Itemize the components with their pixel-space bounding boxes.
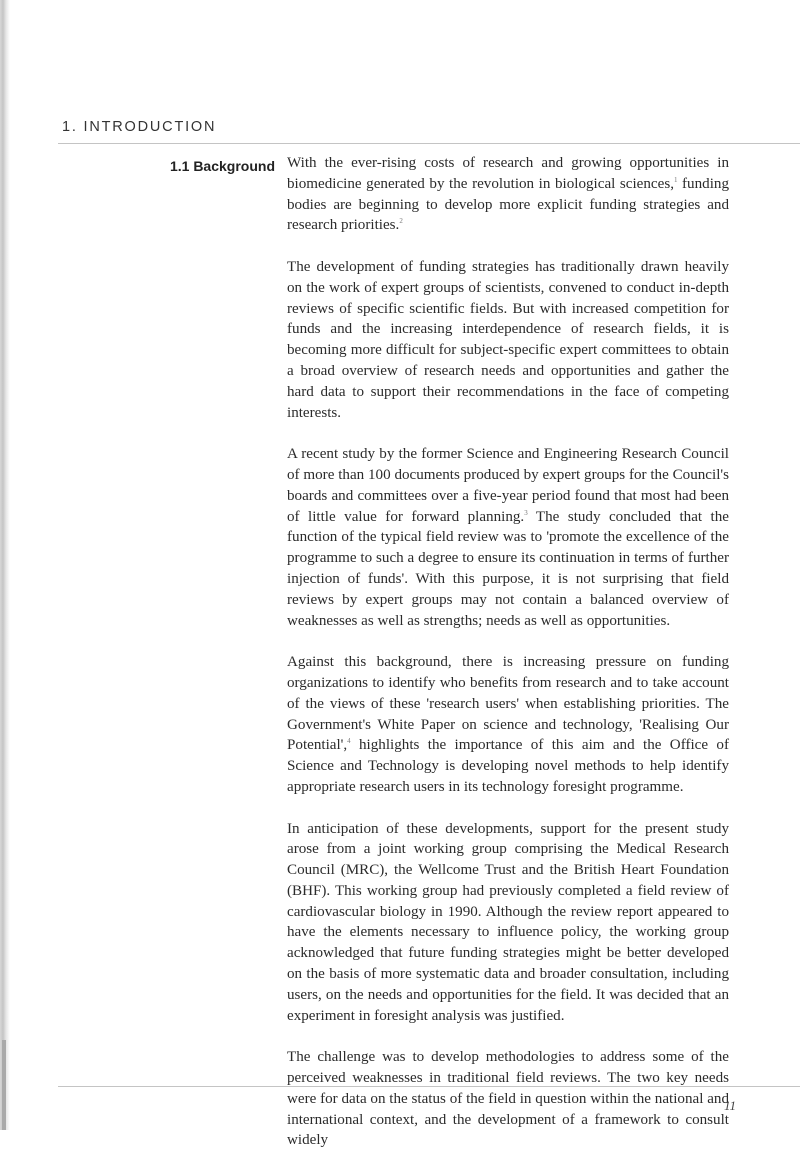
paragraph (287, 652, 729, 798)
paragraph-text: A recent study by the former Science and Engineering Research Council of more than 100 documents produced by expert groups for the Council's boards and committees over a five-year period found that most had been of little value for forward planning. (287, 446, 729, 525)
paragraph (287, 444, 729, 631)
paragraph-text: funding bodies are beginning to develop more explicit funding strategies and research priorities. (287, 175, 729, 234)
chapter-heading: 1. INTRODUCTION (62, 119, 217, 135)
page-binding-edge (0, 0, 10, 1130)
binding-shadow (2, 1040, 6, 1130)
section-heading: 1.1 Background (169, 158, 275, 174)
paragraph-text: With the ever-rising costs of research and growing opportunities in biomedicine generated by the revolution in biological sciences, (287, 155, 729, 192)
paragraph (287, 819, 729, 1027)
body-text (287, 153, 729, 1151)
footnote-ref[interactable]: 4 (347, 737, 351, 746)
paragraph-text: The development of funding strategies has traditionally drawn heavily on the work of expert groups of scientists, convened to conduct in-depth reviews of specific scientific fields. But with increased competition for funds and the increasing interdependence of research fields, it is becoming more difficult for subject-specific expert committees to obtain a broad overview of research needs and opportunities and gather the hard data to support their recommendations in the face of competing interests. (287, 258, 729, 421)
paragraph-text: Against this background, there is increasing pressure on funding organizations to identify who benefits from research and to take account of the views of these 'research users' when establishing priorities. The Government's White Paper on science and technology, 'Realising Our Potential', (287, 654, 729, 754)
paragraph (287, 1047, 729, 1151)
bottom-rule (58, 1086, 800, 1087)
paragraph (287, 257, 729, 423)
paragraph-text: The study concluded that the function of the typical field review was to 'promote the excellence of the programme to such a degree to ensure its continuation in terms of further injection of funds'. With this purpose, it is not surprising that field reviews by expert groups may not contain a balanced overview of weaknesses as well as strengths; needs as well as opportunities. (287, 508, 730, 629)
footnote-ref[interactable]: 1 (673, 175, 678, 184)
page-number: 11 (723, 1098, 736, 1113)
top-rule (58, 143, 800, 144)
footnote-ref[interactable]: 2 (399, 217, 403, 226)
paragraph (287, 153, 729, 236)
paragraph-text: The challenge was to develop methodologies to address some of the perceived weaknesses in traditional field reviews. The two key needs were for data on the status of the field in question within the national and international context, and the development of a framework to consult widely (287, 1049, 729, 1149)
paragraph-text: highlights the importance of this aim and the Office of Science and Technology is developing novel methods to help identify appropriate research users in its technology foresight programme. (287, 737, 729, 795)
paragraph-text: In anticipation of these developments, support for the present study arose from a joint working group comprising the Medical Research Council (MRC), the Wellcome Trust and the British Heart Foundation (BHF). This working group had previously completed a field review of cardiovascular biology in 1990. Although the review report appeared to have the elements necessary to influence policy, the working group acknowledged that future funding strategies might be better developed on the basis of more systematic data and broader consultation, including users, on the needs and opportunities for the field. It was decided that an experiment in foresight analysis was justified. (287, 820, 729, 1024)
footnote-ref[interactable]: 3 (524, 508, 528, 517)
